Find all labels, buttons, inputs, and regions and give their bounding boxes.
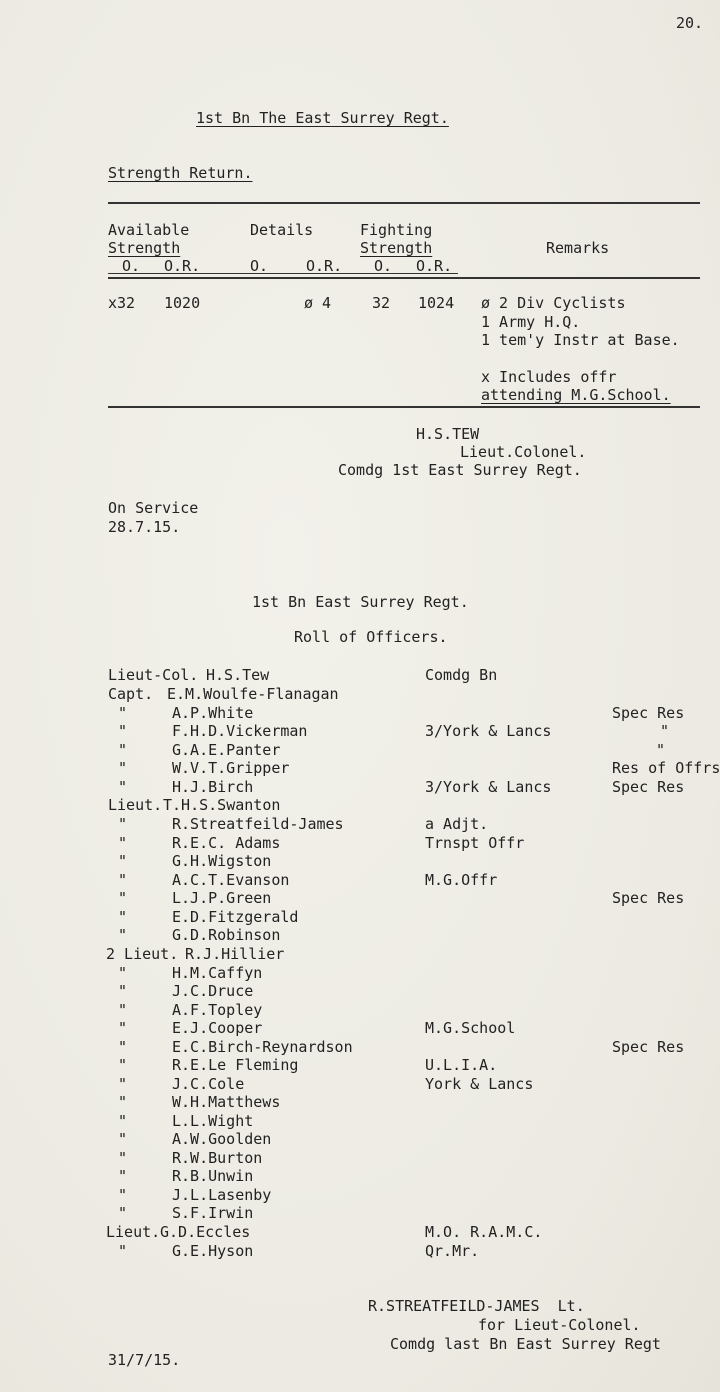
- officer-duty: U.L.I.A.: [425, 1056, 498, 1074]
- officer-duty: M.G.Offr: [425, 871, 498, 889]
- officer-row: [0, 1186, 720, 1204]
- officer-ditto: ": [118, 741, 128, 759]
- officer-name: R.Streatfeild-James: [172, 815, 344, 833]
- officer-row: [0, 982, 720, 1000]
- officer-duty: a Adjt.: [425, 815, 489, 833]
- roll-subheading: Roll of Officers.: [294, 628, 448, 646]
- officer-name: J.C.Druce: [172, 982, 254, 1000]
- col-fighting-2: Strength: [360, 239, 433, 257]
- officer-row: [0, 834, 720, 852]
- value-avail-or: 1020: [164, 294, 201, 312]
- officer-ditto: ": [118, 722, 128, 740]
- officer-ditto: ": [118, 964, 128, 982]
- value-fight-or: 1024: [418, 294, 455, 312]
- officer-row: [0, 685, 720, 703]
- officer-row: [0, 1038, 720, 1056]
- header-rule-2: [108, 277, 700, 279]
- officer-name: A.C.T.Evanson: [172, 871, 290, 889]
- value-fight-o: 32: [372, 294, 391, 312]
- officer-rank: 2 Lieut.: [106, 945, 179, 963]
- officer-name: T.H.S.Swanton: [163, 796, 281, 814]
- roll-signature-for: for Lieut-Colonel.: [478, 1316, 641, 1334]
- officer-row: [0, 1001, 720, 1019]
- officer-ditto: ": [118, 1019, 128, 1037]
- officer-row: [0, 1056, 720, 1074]
- officer-name: F.H.D.Vickerman: [172, 722, 308, 740]
- officer-remark: ": [660, 722, 670, 740]
- officer-name: W.H.Matthews: [172, 1093, 281, 1111]
- officer-name: H.J.Birch: [172, 778, 254, 796]
- signature-rank: Lieut.Colonel.: [460, 443, 587, 461]
- officer-row: [0, 852, 720, 870]
- officer-name: R.E.C. Adams: [172, 834, 281, 852]
- col-available-1: Available: [108, 221, 190, 239]
- officer-row: [0, 1130, 720, 1148]
- officer-duty: M.O. R.A.M.C.: [425, 1223, 543, 1241]
- officer-row: [0, 1112, 720, 1130]
- table-top-rule: [108, 202, 700, 204]
- page-number: 20.: [676, 14, 704, 32]
- officer-row: [0, 908, 720, 926]
- officer-name: G.E.Hyson: [172, 1242, 254, 1260]
- col-fighting-1: Fighting: [360, 221, 433, 239]
- sub-fight-or: O.R.: [416, 257, 453, 275]
- officer-remark: Res of Offrs: [612, 759, 720, 777]
- officer-row: [0, 1204, 720, 1222]
- officer-ditto: ": [118, 926, 128, 944]
- roll-heading: 1st Bn East Surrey Regt.: [252, 593, 469, 611]
- officer-duty: 3/York & Lancs: [425, 722, 552, 740]
- officer-rank: Lieut.: [106, 1223, 161, 1241]
- officer-row: [0, 1075, 720, 1093]
- officer-ditto: ": [118, 1149, 128, 1167]
- officer-ditto: ": [118, 778, 128, 796]
- officer-name: E.D.Fitzgerald: [172, 908, 299, 926]
- officer-remark: Spec Res: [612, 1038, 685, 1056]
- officer-ditto: ": [118, 1242, 128, 1260]
- officer-ditto: ": [118, 815, 128, 833]
- officer-remark: Spec Res: [612, 778, 685, 796]
- sub-fight-o: O.: [374, 257, 393, 275]
- officer-name: A.P.White: [172, 704, 254, 722]
- officer-name: A.F.Topley: [172, 1001, 263, 1019]
- officer-ditto: ": [118, 1075, 128, 1093]
- officer-row: [0, 704, 720, 722]
- sub-details-o: O.: [250, 257, 269, 275]
- officer-ditto: ": [118, 1112, 128, 1130]
- officer-ditto: ": [118, 982, 128, 1000]
- sub-avail-o: O.: [122, 257, 141, 275]
- officer-name: R.E.Le Fleming: [172, 1056, 299, 1074]
- remark-line: x Includes offr: [481, 368, 617, 386]
- on-service: On Service: [108, 499, 199, 517]
- service-date: 28.7.15.: [108, 518, 181, 536]
- officer-duty: Qr.Mr.: [425, 1242, 480, 1260]
- officer-row: [0, 759, 720, 777]
- officer-duty: Comdg Bn: [425, 666, 498, 684]
- officer-row: [0, 722, 720, 740]
- signature-name: H.S.TEW: [416, 425, 480, 443]
- officer-name: L.J.P.Green: [172, 889, 272, 907]
- officer-ditto: ": [118, 1204, 128, 1222]
- officer-ditto: ": [118, 889, 128, 907]
- officer-ditto: ": [118, 852, 128, 870]
- officer-remark: Spec Res: [612, 704, 685, 722]
- officer-row: [0, 666, 720, 684]
- officer-row: [0, 945, 720, 963]
- officer-row: [0, 1167, 720, 1185]
- officer-ditto: ": [118, 1130, 128, 1148]
- officer-ditto: ": [118, 1038, 128, 1056]
- officer-row: [0, 1223, 720, 1241]
- officer-row: [0, 778, 720, 796]
- remark-line: 1 Army H.Q.: [481, 313, 581, 331]
- officer-name: G.D.Eccles: [160, 1223, 251, 1241]
- officer-duty: M.G.School: [425, 1019, 516, 1037]
- officer-row: [0, 1242, 720, 1260]
- officer-name: J.L.Lasenby: [172, 1186, 272, 1204]
- header-rule-1: [108, 273, 458, 274]
- officer-remark: Spec Res: [612, 889, 685, 907]
- officer-row: [0, 889, 720, 907]
- officer-rank: Lieut.: [108, 796, 163, 814]
- officer-row: [0, 1019, 720, 1037]
- return-heading: 1st Bn The East Surrey Regt.: [196, 109, 449, 127]
- officer-name: E.M.Woulfe-Flanagan: [167, 685, 339, 703]
- officer-name: G.D.Robinson: [172, 926, 281, 944]
- officer-rank: Capt.: [108, 685, 154, 703]
- col-details: Details: [250, 221, 314, 239]
- officer-rank: Lieut-Col.: [108, 666, 199, 684]
- table-bottom-rule: [108, 406, 700, 408]
- officer-ditto: ": [118, 704, 128, 722]
- officer-name: L.L.Wight: [172, 1112, 254, 1130]
- officer-remark: ": [656, 741, 666, 759]
- officer-duty: Trnspt Offr: [425, 834, 525, 852]
- value-avail-o: x32: [108, 294, 136, 312]
- remark-line: 1 tem'y Instr at Base.: [481, 331, 680, 349]
- officer-row: [0, 1093, 720, 1111]
- officer-name: E.C.Birch-Reynardson: [172, 1038, 353, 1056]
- officer-row: [0, 796, 720, 814]
- officer-ditto: ": [118, 1167, 128, 1185]
- roll-signature-title: Comdg last Bn East Surrey Regt: [390, 1335, 661, 1353]
- officer-name: R.B.Unwin: [172, 1167, 254, 1185]
- officer-ditto: ": [118, 1001, 128, 1019]
- roll-date: 31/7/15.: [108, 1351, 181, 1369]
- officer-ditto: ": [118, 759, 128, 777]
- officer-name: J.C.Cole: [172, 1075, 245, 1093]
- officer-ditto: ": [118, 1093, 128, 1111]
- officer-row: [0, 926, 720, 944]
- officer-ditto: ": [118, 1056, 128, 1074]
- officer-row: [0, 1149, 720, 1167]
- officer-name: A.W.Goolden: [172, 1130, 272, 1148]
- officer-duty: York & Lancs: [425, 1075, 534, 1093]
- officer-name: G.A.E.Panter: [172, 741, 281, 759]
- officer-name: R.W.Burton: [172, 1149, 263, 1167]
- officer-ditto: ": [118, 834, 128, 852]
- officer-name: S.F.Irwin: [172, 1204, 254, 1222]
- remark-line: attending M.G.School.: [481, 386, 671, 404]
- value-details-or: ø 4: [304, 294, 332, 312]
- officer-ditto: ": [118, 908, 128, 926]
- officer-name: H.S.Tew: [206, 666, 270, 684]
- officer-name: H.M.Caffyn: [172, 964, 263, 982]
- col-remarks: Remarks: [546, 239, 610, 257]
- officer-name: R.J.Hillier: [185, 945, 285, 963]
- officer-row: [0, 871, 720, 889]
- officer-duty: 3/York & Lancs: [425, 778, 552, 796]
- roll-signature-name: R.STREATFEILD-JAMES Lt.: [368, 1297, 585, 1315]
- officer-ditto: ": [118, 871, 128, 889]
- officer-row: [0, 964, 720, 982]
- remark-line: ø 2 Div Cyclists: [481, 294, 626, 312]
- sub-details-or: O.R.: [306, 257, 343, 275]
- officer-name: W.V.T.Gripper: [172, 759, 290, 777]
- officer-name: G.H.Wigston: [172, 852, 272, 870]
- officer-row: [0, 741, 720, 759]
- officer-name: E.J.Cooper: [172, 1019, 263, 1037]
- signature-title: Comdg 1st East Surrey Regt.: [338, 461, 582, 479]
- sub-avail-or: O.R.: [164, 257, 201, 275]
- officer-ditto: ": [118, 1186, 128, 1204]
- officer-row: [0, 815, 720, 833]
- return-subheading: Strength Return.: [108, 164, 253, 182]
- col-available-2: Strength: [108, 239, 181, 257]
